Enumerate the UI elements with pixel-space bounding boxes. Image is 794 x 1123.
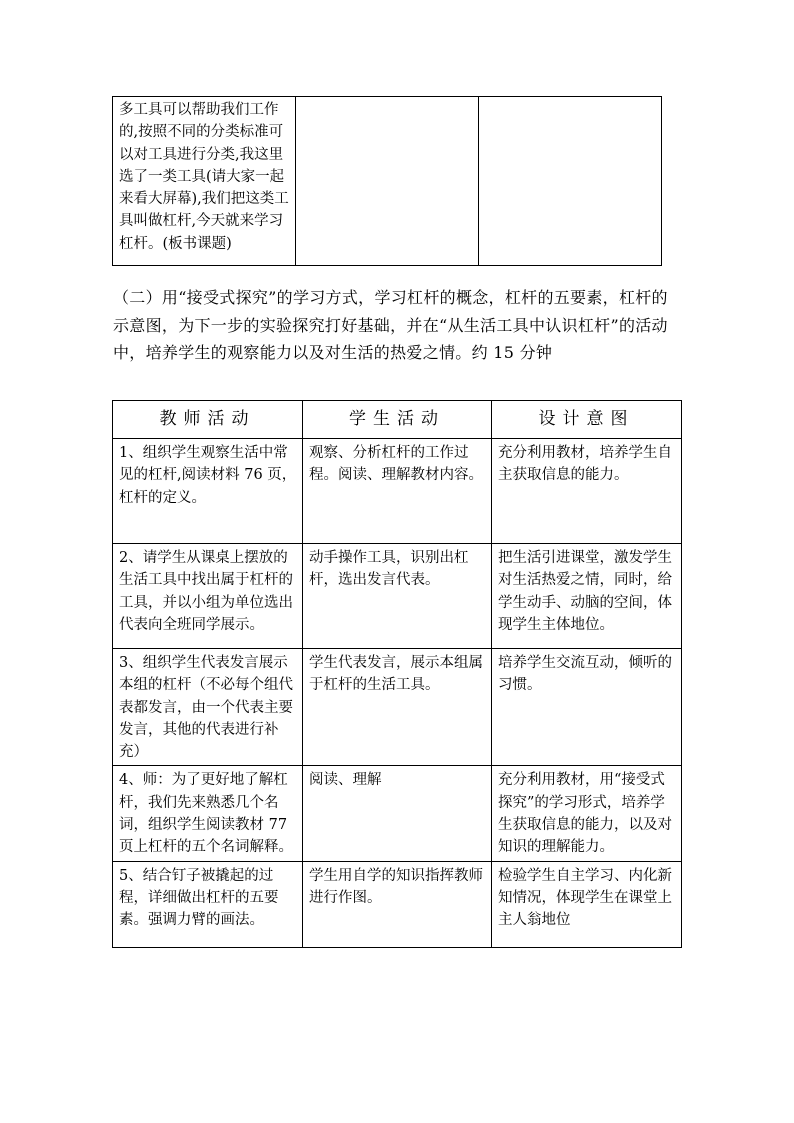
table-row	[113, 861, 682, 947]
teacher-activity-cell: 4、师：为了更好地了解杠杆，我们先来熟悉几个名词，组织学生阅读教材 77 页上杠杆的五个名词解释。	[113, 766, 303, 861]
table-row	[113, 766, 682, 861]
student-activity-cell: 观察、分析杠杆的工作过程。阅读、理解教材内容。	[303, 439, 492, 544]
student-activity-cell: 学生用自学的知识指挥教师进行作图。	[303, 861, 492, 947]
student-activity-cell: 动手操作工具，识别出杠杆，选出发言代表。	[303, 544, 492, 649]
table-row	[113, 439, 682, 544]
teacher-activity-cell: 5、结合钉子被撬起的过程，详细做出杠杆的五要素。强调力臂的画法。	[113, 861, 303, 947]
design-intent-cell: 充分利用教材，用“接受式探究”的学习形式，培养学生获取信息的能力，以及对知识的理解能力。	[492, 766, 682, 861]
student-activity-cell: 阅读、理解	[303, 766, 492, 861]
activity-table	[112, 400, 682, 948]
student-activity-cell: 学生代表发言，展示本组属于杠杆的生活工具。	[303, 649, 492, 766]
teacher-activity-cell: 2、请学生从课桌上摆放的生活工具中找出属于杠杆的工具，并以小组为单位选出代表向全班同学展示。	[113, 544, 303, 649]
design-intent-cell: 把生活引进课堂，激发学生对生活热爱之情，同时，给学生动手、动脑的空间，体现学生主体地位。	[492, 544, 682, 649]
table-cell: 多工具可以帮助我们工作的,按照不同的分类标准可以对工具进行分类,我这里选了一类工具(请大家一起来看大屏幕),我们把这类工具叫做杠杆,今天就来学习杠杆。(板书课题)	[113, 97, 296, 266]
column-header-intent: 设计意图	[492, 401, 682, 439]
column-header-student: 学生活动	[303, 401, 492, 439]
table-cell	[479, 97, 662, 266]
table-cell	[296, 97, 479, 266]
table-header-row	[113, 401, 682, 439]
design-intent-cell: 培养学生交流互动，倾听的习惯。	[492, 649, 682, 766]
table-row	[113, 97, 662, 266]
table-row	[113, 649, 682, 766]
top-table	[112, 96, 662, 266]
section-paragraph: （二）用“接受式探究”的学习方式，学习杠杆的概念，杠杆的五要素，杠杆的示意图，为下一步的实验探究打好基础，并在“从生活工具中认识杠杆”的活动中，培养学生的观察能力以及对生活的热爱之情。约 15 分钟	[113, 288, 668, 362]
teacher-activity-cell: 3、组织学生代表发言展示本组的杠杆（不必每个组代表都发言，由一个代表主要发言，其他的代表进行补充）	[113, 649, 303, 766]
teacher-activity-cell: 1、组织学生观察生活中常见的杠杆,阅读材料 76 页，杠杆的定义。	[113, 439, 303, 544]
table-row	[113, 544, 682, 649]
design-intent-cell: 充分利用教材，培养学生自主获取信息的能力。	[492, 439, 682, 544]
design-intent-cell: 检验学生自主学习、内化新知情况，体现学生在课堂上主人翁地位	[492, 861, 682, 947]
column-header-teacher: 教师活动	[113, 401, 303, 439]
